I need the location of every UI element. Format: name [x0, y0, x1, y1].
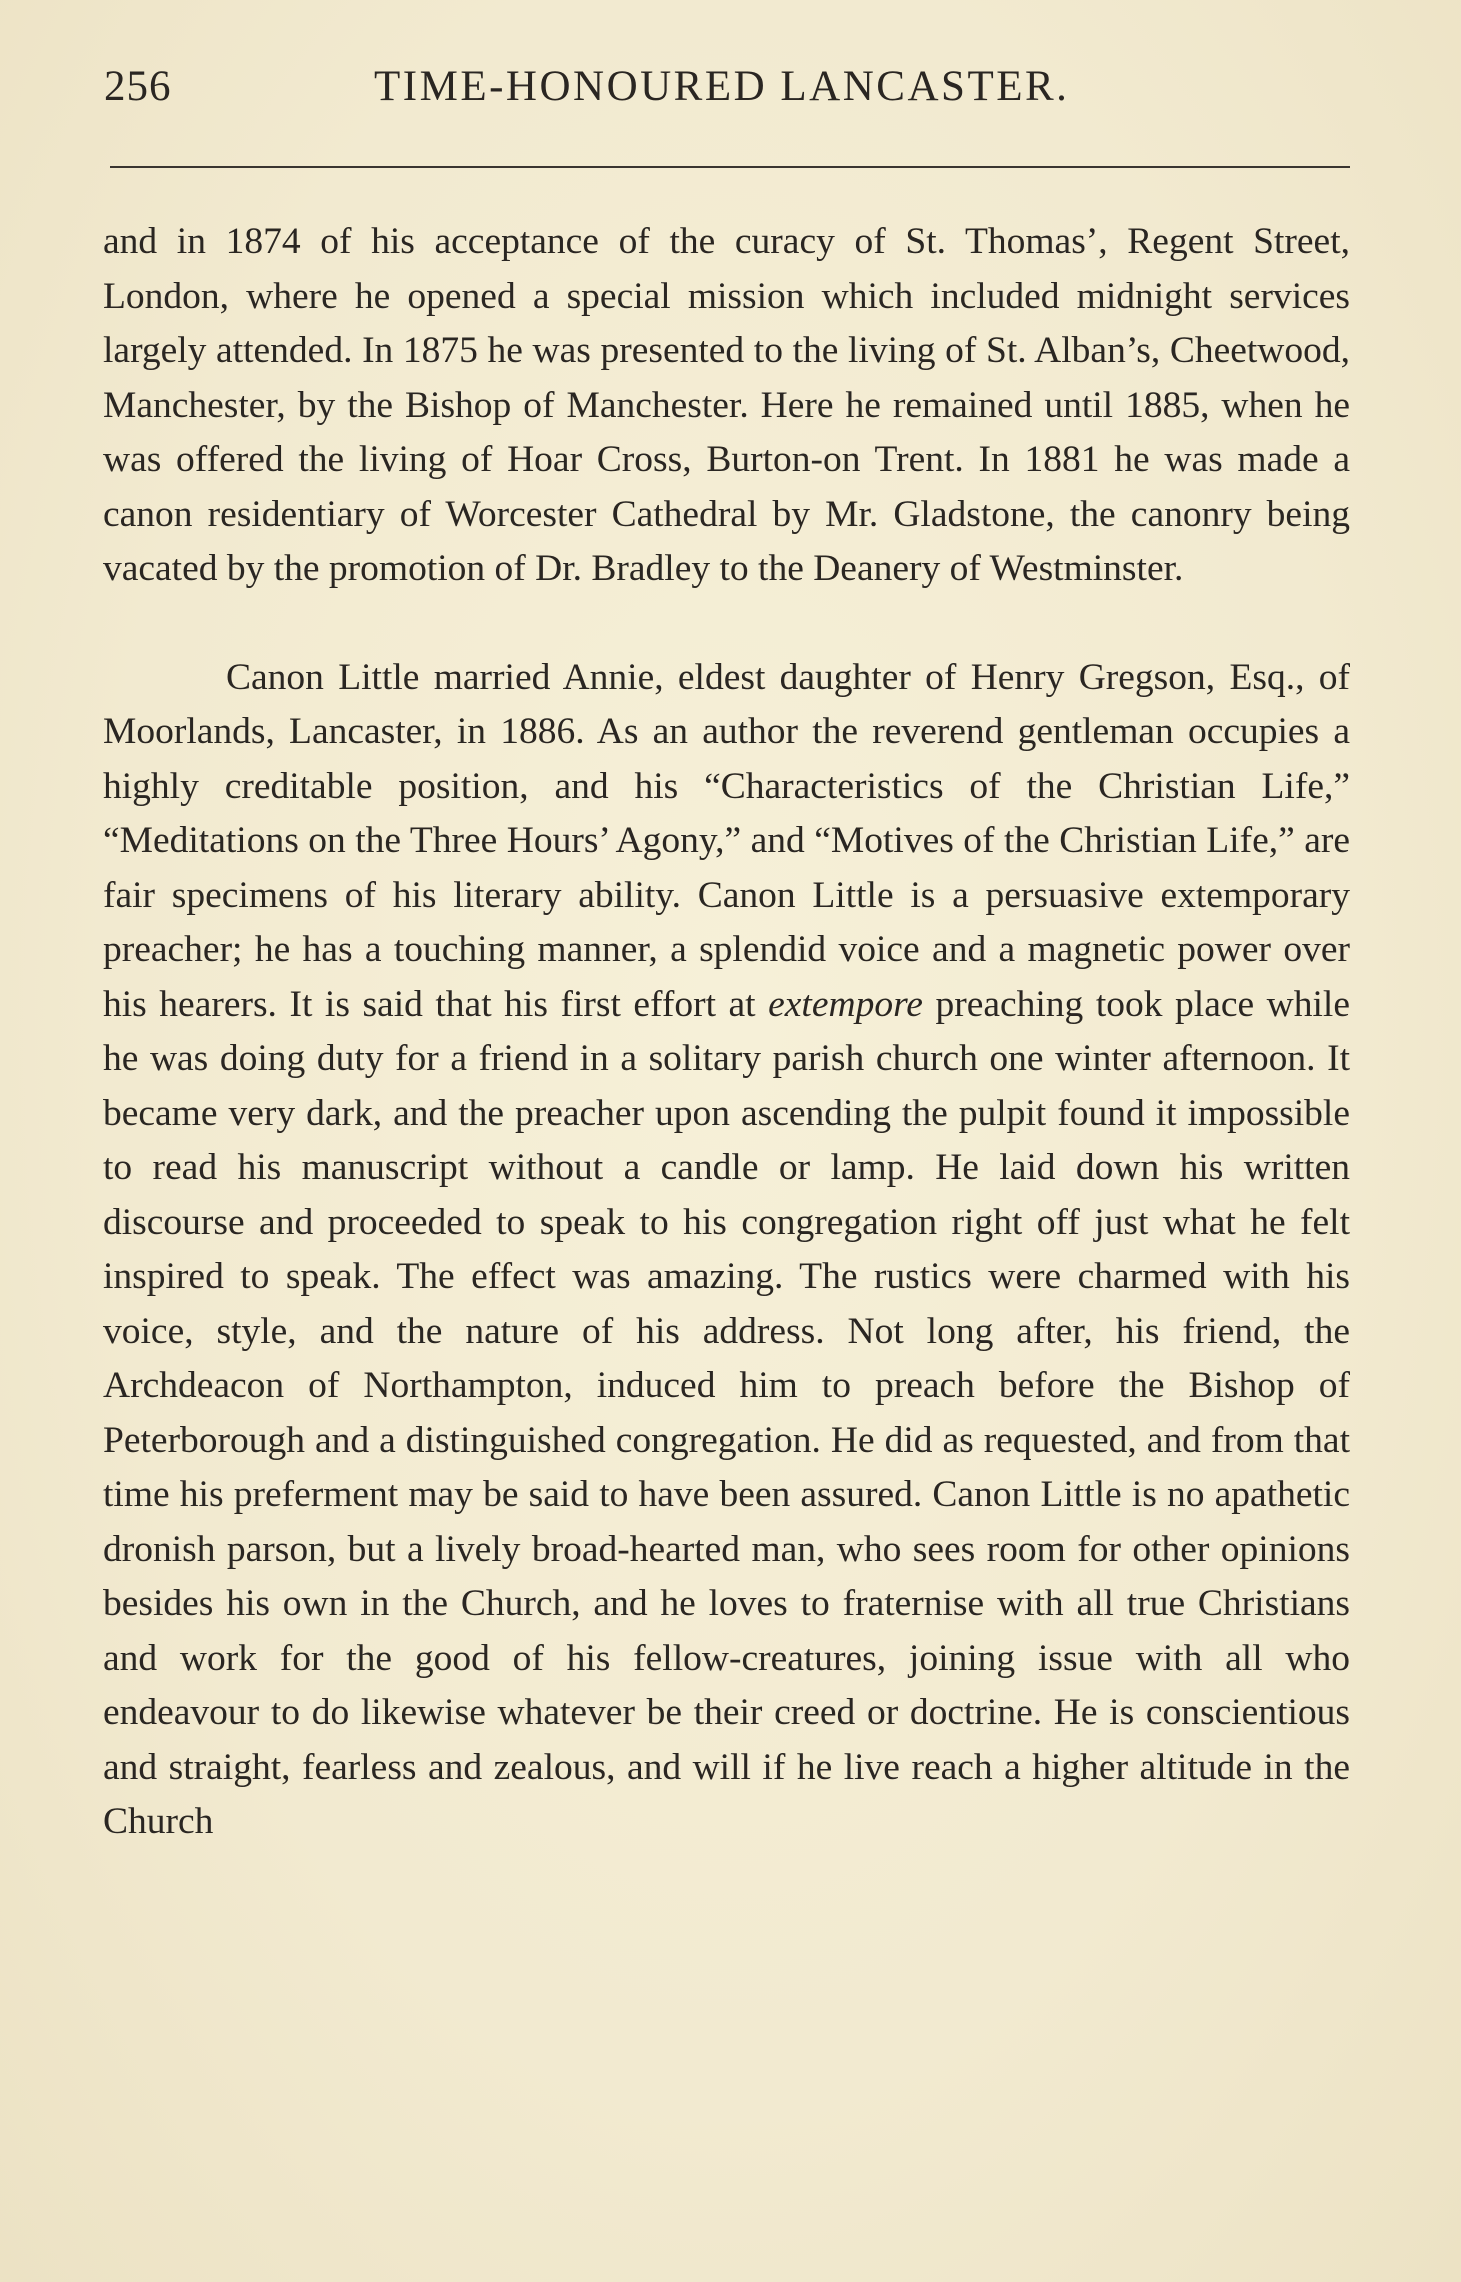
paragraph-text: Canon Little married Annie, eldest daughter of Henry Gregson, Esq., of Moorlands, Lancaster, in 1886. As an author the reverend gentleman occupies a highly creditable position, and his “Characteristics of the Christian Life,” “Meditations on the Three Hours’ Agony,” and “Motives of the Christian Life,” are fair specimens of his literary ability. Canon Little is a persuasive extemporary preacher; he has a touching manner, a splendid voice and a magnetic power over his hearers. It is said that his first effort at [103, 656, 1350, 1025]
paragraph-spacer [103, 597, 1350, 651]
paragraph [103, 651, 1350, 1850]
page-header [104, 62, 1350, 122]
page-number: 256 [104, 63, 172, 110]
header-rule [110, 166, 1350, 168]
body-text [103, 215, 1350, 1850]
running-title: TIME-HONOURED LANCASTER. [374, 63, 1070, 110]
italic-term: extempore [768, 983, 923, 1025]
paragraph: and in 1874 of his acceptance of the curacy of St. Thomas’, Regent Street, London, where he opened a special mission which included midnight services largely attended. In 1875 he was presented to the living of St. Alban’s, Cheetwood, Manchester, by the Bishop of Manchester. Here he remained until 1885, when he was offered the living of Hoar Cross, Burton-on Trent. In 1881 he was made a canon residentiary of Worcester Cathedral by Mr. Gladstone, the canonry being vacated by the promotion of Dr. Bradley to the Deanery of Westminster. [103, 221, 1350, 589]
paragraph-text: preaching took place while he was doing duty for a friend in a solitary parish church one winter afternoon. It became very dark, and the preacher upon ascending the pulpit found it impossible to read his manuscript without a candle or lamp. He laid down his written discourse and proceeded to speak to his congregation right off just what he felt inspired to speak. The effect was amazing. The rustics were charmed with his voice, style, and the nature of his address. Not long after, his friend, the Archdeacon of Northampton, induced him to preach before the Bishop of Peterborough and a distinguished congregation. He did as requested, and from that time his preferment may be said to have been assured. Canon Little is no apathetic dronish parson, but a lively broad-hearted man, who sees room for other opinions besides his own in the Church, and he loves to fraternise with all true Christians and work for the good of his fellow-creatures, joining issue with all who endeavour to do likewise whatever be their creed or doctrine. He is conscientious and straight, fearless and zealous, and will if he live reach a higher altitude in the Church [103, 983, 1350, 1842]
